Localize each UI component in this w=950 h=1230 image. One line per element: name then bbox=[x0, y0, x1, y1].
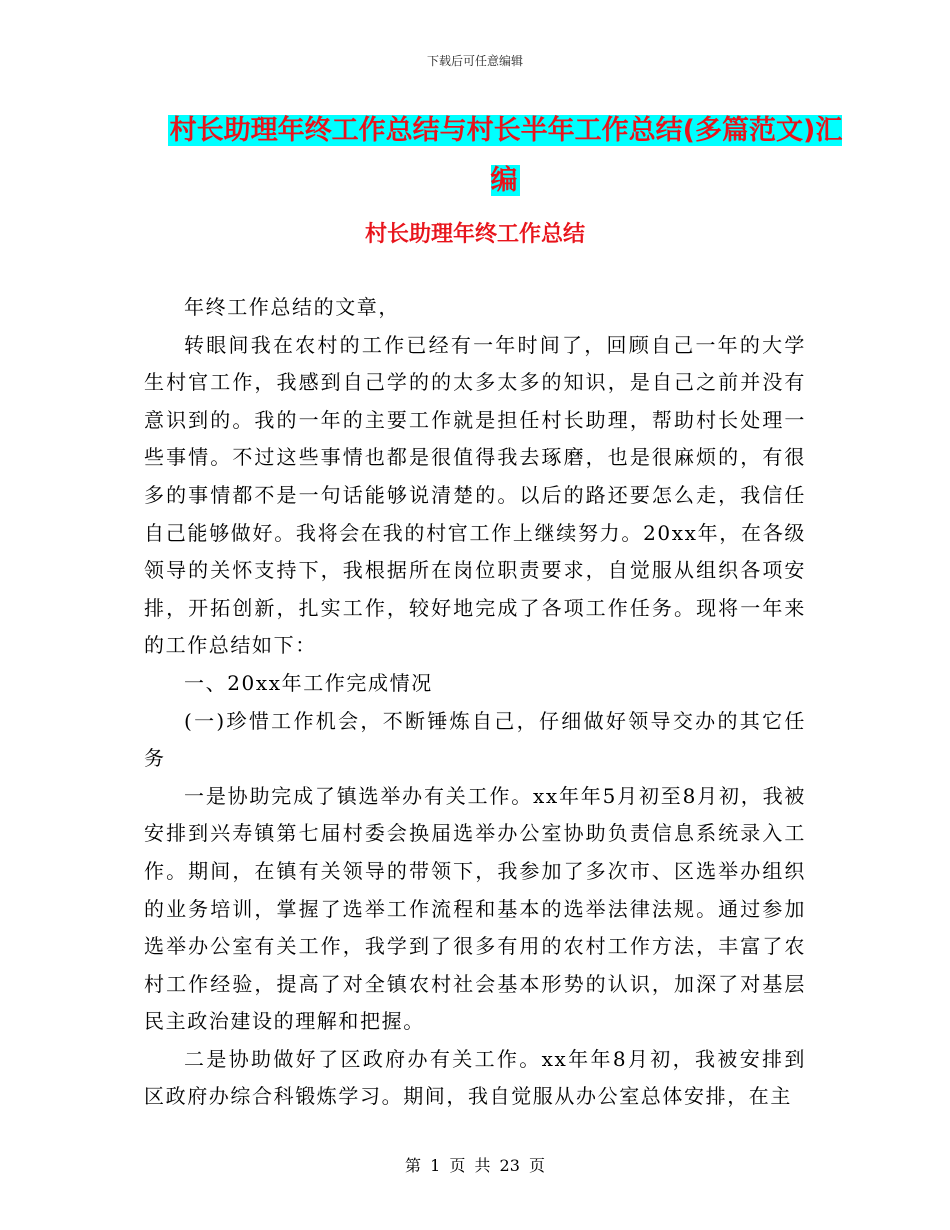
paragraph: 一是协助完成了镇选举办有关工作。xx年年5月初至8月初，我被安排到兴寿镇第七届村委会换届选举办公室协助负责信息系统录入工作。期间，在镇有关领导的带领下，我参加了多次市、区选举办组织的业务培训，掌握了选举工作流程和基本的选举法律法规。通过参加选举办公室有关工作，我学到了很多有用的农村工作方法，丰富了农村工作经验，提高了对全镇农村社会基本形势的认识，加深了对基层民主政治建设的理解和把握。 bbox=[144, 783, 806, 1034]
paragraph: 转眼间我在农村的工作已经有一年时间了，回顾自己一年的大学生村官工作，我感到自己学的的太多太多的知识，是自己之前并没有意识到的。我的一年的主要工作就是担任村长助理，帮助村长处理一些事情。不过这些事情也都是很值得我去琢磨，也是很麻烦的，有很多的事情都不是一句话能够说清楚的。以后的路还要怎么走，我信任自己能够做好。我将会在我的村官工作上继续努力。20xx年，在各级领导的关怀支持下，我根据所在岗位职责要求，自觉服从组织各项安排，开拓创新，扎实工作，较好地完成了各项工作任务。现将一年来的工作总结如下： bbox=[144, 332, 806, 658]
paragraph: 二是协助做好了区政府办有关工作。xx年年8月初，我被安排到区政府办综合科锻炼学习。期间，我自觉服从办公室总体安排，在主 bbox=[144, 1046, 806, 1109]
paragraph: (一)珍惜工作机会，不断锤炼自己，仔细做好领导交办的其它任务 bbox=[144, 708, 806, 771]
paragraph: 一、20xx年工作完成情况 bbox=[184, 670, 433, 695]
paragraph: 年终工作总结的文章， bbox=[184, 295, 400, 319]
page-header-note: 下载后可任意编辑 bbox=[426, 54, 523, 68]
document-title bbox=[160, 106, 850, 206]
document-title-text: 村长助理年终工作总结与村长半年工作总结(多篇范文)汇编 bbox=[169, 115, 843, 196]
document-body bbox=[144, 289, 806, 1116]
page-number-footer: 第 1 页 共 23 页 bbox=[405, 1156, 545, 1175]
section-title: 村长助理年终工作总结 bbox=[364, 222, 585, 247]
